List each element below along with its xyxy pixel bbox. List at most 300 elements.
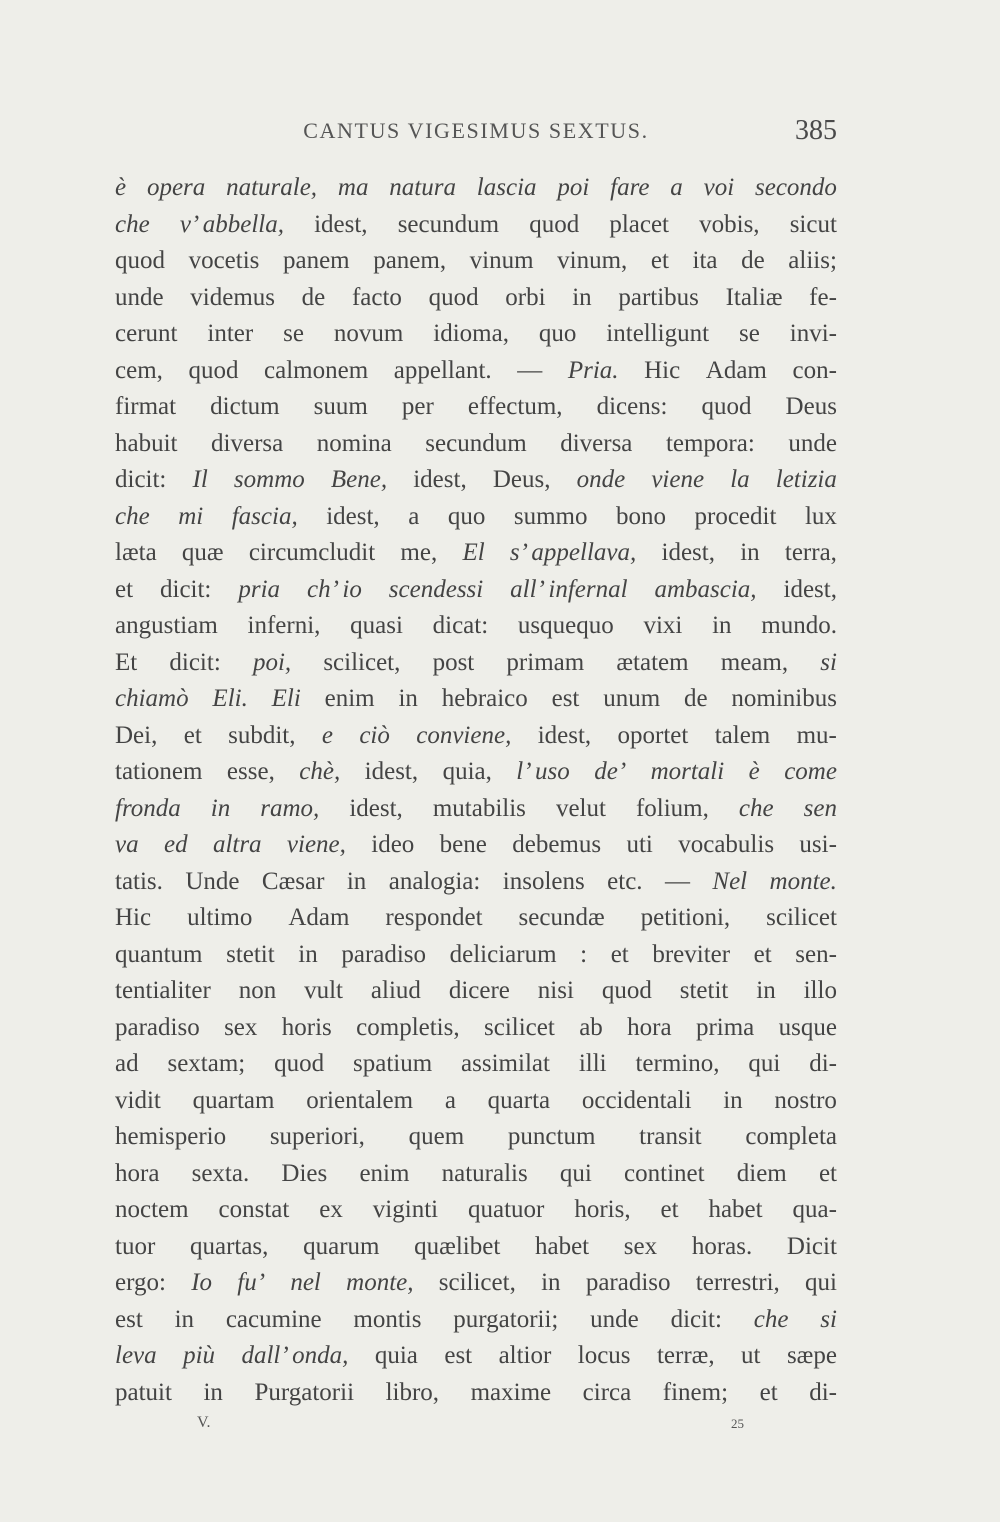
text-word: usi- — [799, 831, 837, 858]
text-word: scendessi — [388, 575, 484, 603]
text-word: qui — [559, 1159, 592, 1187]
text-word: ætatem — [616, 648, 689, 676]
text-word: intelligunt — [606, 320, 710, 347]
text-line — [115, 389, 837, 426]
text-word: quasi — [350, 612, 403, 639]
text-word: hora — [115, 1159, 160, 1187]
text-word: petitioni, — [640, 904, 731, 931]
text-word: sextam; — [167, 1050, 246, 1077]
text-word: quo — [538, 320, 577, 347]
text-word: dictum — [210, 393, 280, 420]
text-word: constat — [218, 1196, 290, 1223]
text-word: procedit — [694, 502, 777, 530]
text-word: onde — [576, 466, 626, 493]
text-word: sen — [803, 794, 837, 822]
text-word: prima — [695, 1013, 755, 1041]
text-word: insolens — [502, 867, 585, 895]
text-word: punctum — [507, 1123, 596, 1150]
text-word: ex — [319, 1196, 343, 1223]
text-line — [115, 754, 837, 791]
text-line — [115, 462, 837, 499]
text-word: calmonem — [264, 356, 369, 384]
text-word: habuit — [115, 429, 178, 457]
text-word: quod — [188, 356, 239, 384]
text-word: monte, — [346, 1269, 414, 1296]
text-word: in — [203, 1378, 223, 1406]
text-word: — — [517, 356, 543, 384]
text-word: in — [572, 283, 592, 311]
text-word: est — [444, 1342, 473, 1369]
text-word: quartam — [192, 1086, 275, 1114]
text-word: opera — [146, 174, 206, 201]
text-word: orientalem — [306, 1086, 414, 1114]
text-word: Il — [192, 466, 208, 493]
text-word: Adam — [705, 356, 767, 384]
text-word: videmus — [190, 283, 275, 311]
text-word: dicere — [448, 977, 510, 1004]
text-word: tuor — [115, 1232, 156, 1260]
text-word: chè, — [299, 758, 341, 785]
text-word: continet — [624, 1159, 705, 1187]
text-word: in — [541, 1269, 561, 1296]
text-word: a — [408, 502, 420, 530]
text-word: come — [784, 758, 837, 785]
text-word: poi, — [252, 648, 292, 676]
text-word: letizia — [775, 466, 837, 493]
text-word: illo — [803, 977, 837, 1004]
text-word: sicut — [789, 210, 837, 238]
text-word: Purgatorii — [254, 1378, 355, 1406]
text-word: che — [115, 210, 150, 238]
text-word: habet — [708, 1196, 763, 1223]
text-word: ideo — [371, 831, 415, 858]
text-word: angustiam — [115, 612, 218, 639]
text-word: usque — [778, 1013, 837, 1041]
text-word: diem — [736, 1159, 787, 1187]
text-word: secundæ — [518, 904, 605, 931]
text-line — [115, 973, 837, 1010]
text-word: bono — [615, 502, 666, 530]
text-line — [115, 681, 837, 718]
text-word: nisi — [537, 977, 574, 1004]
text-word: secundum — [425, 429, 527, 457]
text-line — [115, 937, 837, 974]
text-word: quatuor — [468, 1196, 545, 1223]
text-line — [115, 645, 837, 682]
text-word: esse, — [226, 758, 275, 785]
text-line — [115, 1302, 837, 1339]
text-word: ciò — [359, 721, 390, 749]
text-word: completis, — [356, 1013, 460, 1041]
text-word: pria — [238, 575, 281, 603]
text-word: unum — [603, 685, 661, 712]
text-word: illi — [578, 1050, 607, 1077]
text-word: et — [610, 940, 629, 968]
text-word: ab — [579, 1013, 603, 1041]
text-word: quantum — [115, 940, 203, 968]
text-word: in — [210, 794, 231, 822]
text-word: de’ — [594, 758, 627, 785]
text-word: idest, — [783, 575, 837, 603]
text-word: tatis. — [115, 867, 163, 895]
text-line — [115, 207, 837, 244]
body-text — [115, 170, 837, 1411]
text-word: dicit: — [169, 648, 221, 676]
text-word: quo — [447, 502, 486, 530]
text-line — [115, 353, 837, 390]
text-word: Hic — [115, 904, 152, 931]
text-line — [115, 499, 837, 536]
text-word: hemisperio — [115, 1123, 227, 1150]
text-line — [115, 1375, 837, 1412]
text-word: unde — [115, 283, 164, 311]
text-word: et — [650, 247, 669, 274]
page-number: 385 — [795, 115, 837, 146]
text-word: læta — [115, 539, 157, 566]
text-word: ambascia, — [654, 575, 757, 603]
text-word: et — [183, 721, 202, 749]
text-line — [115, 280, 837, 317]
text-word: termino, — [635, 1050, 720, 1077]
text-word: etc. — [607, 867, 643, 895]
text-word: non — [238, 977, 277, 1004]
text-word: scilicet — [484, 1013, 555, 1041]
text-word: Adam — [288, 904, 350, 931]
text-word: dicit: — [115, 466, 167, 493]
text-word: idest, — [537, 721, 592, 749]
text-word: horis — [281, 1013, 332, 1041]
text-word: cacumine — [225, 1305, 322, 1333]
text-word: che — [115, 502, 150, 530]
text-word: cerunt — [115, 320, 178, 347]
text-word: enim — [359, 1159, 410, 1187]
text-word: Et — [115, 648, 138, 676]
text-word: idest, — [349, 794, 403, 822]
text-word: sex — [224, 1013, 258, 1041]
text-word: panem, — [373, 247, 447, 274]
text-word: tentialiter — [115, 977, 211, 1004]
text-word: de — [683, 685, 708, 712]
text-word: nel — [290, 1269, 321, 1296]
text-word: Dicit — [786, 1232, 837, 1260]
text-word: è — [115, 174, 127, 201]
text-word: Eli. — [212, 685, 248, 712]
text-word: patuit — [115, 1378, 172, 1406]
text-word: stetit — [679, 977, 729, 1004]
text-word: idest, — [364, 758, 419, 785]
text-word: mu- — [796, 721, 837, 749]
text-word: quod — [274, 1050, 325, 1077]
text-word: noctem — [115, 1196, 189, 1223]
text-word: hebraico — [441, 685, 528, 712]
text-word: ramo, — [260, 794, 320, 822]
text-word: fronda — [115, 794, 181, 822]
text-word: deliciarum — [449, 940, 557, 968]
text-line — [115, 170, 837, 207]
text-line — [115, 1338, 837, 1375]
text-line — [115, 827, 837, 864]
text-word: quæ — [181, 539, 224, 566]
text-word: in — [756, 977, 776, 1004]
text-word: tempora: — [665, 429, 755, 457]
text-word: quia, — [442, 758, 492, 785]
text-word: breviter — [652, 940, 731, 968]
text-line — [115, 535, 837, 572]
text-word: unde — [590, 1305, 639, 1333]
text-line — [115, 1156, 837, 1193]
text-word: — — [664, 867, 690, 895]
text-word: quod — [115, 247, 165, 274]
text-word: ch’ io — [306, 575, 362, 603]
text-word: placet — [609, 210, 669, 238]
page-footer — [115, 1414, 837, 1444]
text-word: uti — [626, 831, 653, 858]
text-word: nominibus — [731, 685, 837, 712]
text-word: si — [820, 648, 837, 676]
text-word: vobis, — [699, 210, 760, 238]
text-word: se — [739, 320, 760, 347]
text-word: ita — [692, 247, 718, 274]
text-word: de — [741, 247, 765, 274]
text-word: Unde — [185, 867, 240, 895]
text-word: panem — [282, 247, 350, 274]
text-word: si — [820, 1305, 837, 1333]
text-word: Hic — [644, 356, 681, 384]
text-word: sommo — [233, 466, 305, 493]
text-word: dall’ onda, — [241, 1342, 349, 1369]
text-word: El — [462, 539, 485, 566]
text-word: maxime — [470, 1378, 552, 1406]
text-word: poi — [557, 174, 590, 201]
text-line — [115, 1083, 837, 1120]
text-word: a — [444, 1086, 456, 1114]
text-word: assimilat — [461, 1050, 550, 1077]
text-word: ma — [337, 174, 369, 201]
text-word: circumcludit — [248, 539, 376, 566]
text-word: usquequo — [517, 612, 614, 639]
text-word: spatium — [353, 1050, 433, 1077]
text-word: altior — [498, 1342, 552, 1369]
text-word: viene — [651, 466, 705, 493]
text-word: subdit, — [228, 721, 296, 749]
text-word: superiori, — [269, 1123, 365, 1150]
text-word: più — [183, 1342, 216, 1369]
page-header — [115, 115, 837, 158]
text-word: idioma, — [433, 320, 509, 347]
text-line — [115, 608, 837, 645]
text-word: Io — [191, 1269, 213, 1296]
text-line — [115, 1265, 837, 1302]
text-word: dicit: — [160, 575, 212, 603]
text-word: appellant. — [393, 356, 492, 384]
text-word: libro, — [385, 1378, 440, 1406]
text-word: qui — [805, 1269, 837, 1296]
text-word: bene — [439, 831, 487, 858]
text-word: de — [301, 283, 326, 311]
text-word: sexta. — [191, 1159, 250, 1187]
text-word: quarta — [487, 1086, 551, 1114]
text-word: quarum — [303, 1232, 380, 1260]
text-word: et — [818, 1159, 837, 1187]
text-word: stetit — [226, 940, 275, 968]
text-word: nostro — [774, 1086, 837, 1114]
text-word: l’ uso — [516, 758, 570, 785]
text-word: fu’ — [237, 1269, 266, 1296]
text-word: va — [115, 831, 139, 858]
text-word: unde — [788, 429, 837, 457]
text-line — [115, 1046, 837, 1083]
text-word: voi — [703, 174, 735, 201]
text-word: vidit — [115, 1086, 161, 1114]
text-word: novum — [333, 320, 404, 347]
text-word: monte. — [769, 867, 837, 895]
text-word: che — [738, 794, 774, 822]
text-word: secundum — [397, 210, 500, 238]
text-word: talem — [714, 721, 771, 749]
running-head: CANTUS VIGESIMUS SEXTUS. — [303, 118, 649, 143]
text-word: debemus — [512, 831, 602, 858]
text-word: quælibet — [414, 1232, 501, 1260]
text-line — [115, 426, 837, 463]
text-word: folium, — [635, 794, 709, 822]
text-word: : — [580, 940, 588, 968]
text-word: conviene, — [416, 721, 512, 749]
text-word: e — [321, 721, 333, 749]
text-word: Nel — [712, 867, 748, 895]
text-word: scilicet — [766, 904, 837, 931]
text-word: Deus, — [492, 466, 551, 493]
text-word: qui — [748, 1050, 781, 1077]
text-word: quod — [701, 393, 752, 420]
text-word: leva — [115, 1342, 157, 1369]
text-word: s’ appellava, — [509, 539, 637, 566]
text-word: et — [753, 940, 772, 968]
text-word: altra — [212, 831, 262, 858]
text-word: transit — [639, 1123, 702, 1150]
text-word: respondet — [385, 904, 483, 931]
text-word: finem; — [662, 1378, 729, 1406]
text-word: partibus — [618, 283, 699, 311]
text-word: a — [670, 174, 683, 201]
text-word: vinum, — [557, 247, 628, 274]
text-word: viene, — [286, 831, 346, 858]
text-word: vinum — [469, 247, 534, 274]
text-line — [115, 1229, 837, 1266]
text-word: naturale, — [226, 174, 318, 201]
signature-mark: V. — [197, 1414, 211, 1431]
text-word: sæpe — [786, 1342, 837, 1369]
text-word: quia — [374, 1342, 418, 1369]
text-word: tationem — [115, 758, 203, 785]
text-word: in — [398, 685, 418, 712]
text-word: Dies — [281, 1159, 328, 1187]
text-word: enim — [324, 685, 375, 712]
text-word: Cæsar — [261, 867, 325, 895]
text-word: fascia, — [231, 502, 298, 530]
text-word: terrestri, — [695, 1269, 780, 1296]
text-word: mutabilis — [432, 794, 526, 822]
text-word: Eli — [271, 685, 301, 712]
text-word: diversa — [560, 429, 633, 457]
text-word: ed — [163, 831, 188, 858]
text-word: Italiæ — [725, 283, 783, 311]
text-word: qua- — [792, 1196, 837, 1223]
text-word: terræ, — [656, 1342, 715, 1369]
text-word: Dei, — [115, 721, 158, 749]
text-word: mortali — [650, 758, 725, 785]
text-word: dicens: — [596, 393, 668, 420]
text-word: viginti — [372, 1196, 439, 1223]
text-word: purgatorii; — [453, 1305, 559, 1333]
text-word: occidentali — [581, 1086, 692, 1114]
text-word: quod — [428, 283, 479, 311]
text-line — [115, 316, 837, 353]
text-word: summo — [513, 502, 588, 530]
text-word: Pria. — [567, 356, 619, 384]
text-word: mundo. — [761, 612, 837, 639]
text-word: idest, — [314, 210, 368, 238]
text-word: scilicet, — [438, 1269, 516, 1296]
text-word: nomina — [316, 429, 392, 457]
text-word: sen- — [795, 940, 837, 968]
text-word: ultimo — [187, 904, 253, 931]
text-word: quartas, — [189, 1232, 269, 1260]
text-word: locus — [577, 1342, 631, 1369]
text-word: inferni, — [247, 612, 321, 639]
text-word: fe- — [809, 283, 837, 311]
text-word: horas. — [691, 1232, 753, 1260]
text-word: naturalis — [441, 1159, 528, 1187]
text-word: Bene, — [330, 466, 388, 493]
text-word: vocetis — [188, 247, 260, 274]
text-word: et — [660, 1196, 679, 1223]
text-line — [115, 900, 837, 937]
text-word: idest, — [326, 502, 380, 530]
text-word: me, — [400, 539, 438, 566]
text-word: ergo: — [115, 1269, 166, 1296]
text-word: habet — [534, 1232, 590, 1260]
text-word: mi — [178, 502, 204, 530]
text-word: completa — [745, 1123, 837, 1150]
text-line — [115, 243, 837, 280]
text-word: secondo — [755, 174, 837, 201]
text-word: dicat: — [432, 612, 489, 639]
text-word: se — [283, 320, 304, 347]
text-word: di- — [809, 1378, 837, 1406]
text-word: hora — [627, 1013, 672, 1041]
text-word: idest, — [413, 466, 467, 493]
sheet-number: 25 — [731, 1416, 744, 1431]
text-word: vixi — [643, 612, 683, 639]
text-word: scilicet, — [323, 648, 401, 676]
text-line — [115, 1119, 837, 1156]
text-word: ad — [115, 1050, 139, 1077]
text-word: vult — [304, 977, 344, 1004]
text-word: oportet — [617, 721, 689, 749]
text-word: velut — [555, 794, 606, 822]
text-word: et — [759, 1378, 778, 1406]
text-word: firmat — [115, 393, 177, 420]
text-word: aliud — [370, 977, 421, 1004]
text-line — [115, 1010, 837, 1047]
text-word: vocabulis — [678, 831, 775, 858]
text-word: montis — [353, 1305, 422, 1333]
text-word: quod — [601, 977, 652, 1004]
text-line — [115, 864, 837, 901]
text-line — [115, 718, 837, 755]
text-word: di- — [809, 1050, 837, 1077]
text-word: cem, — [115, 356, 163, 384]
